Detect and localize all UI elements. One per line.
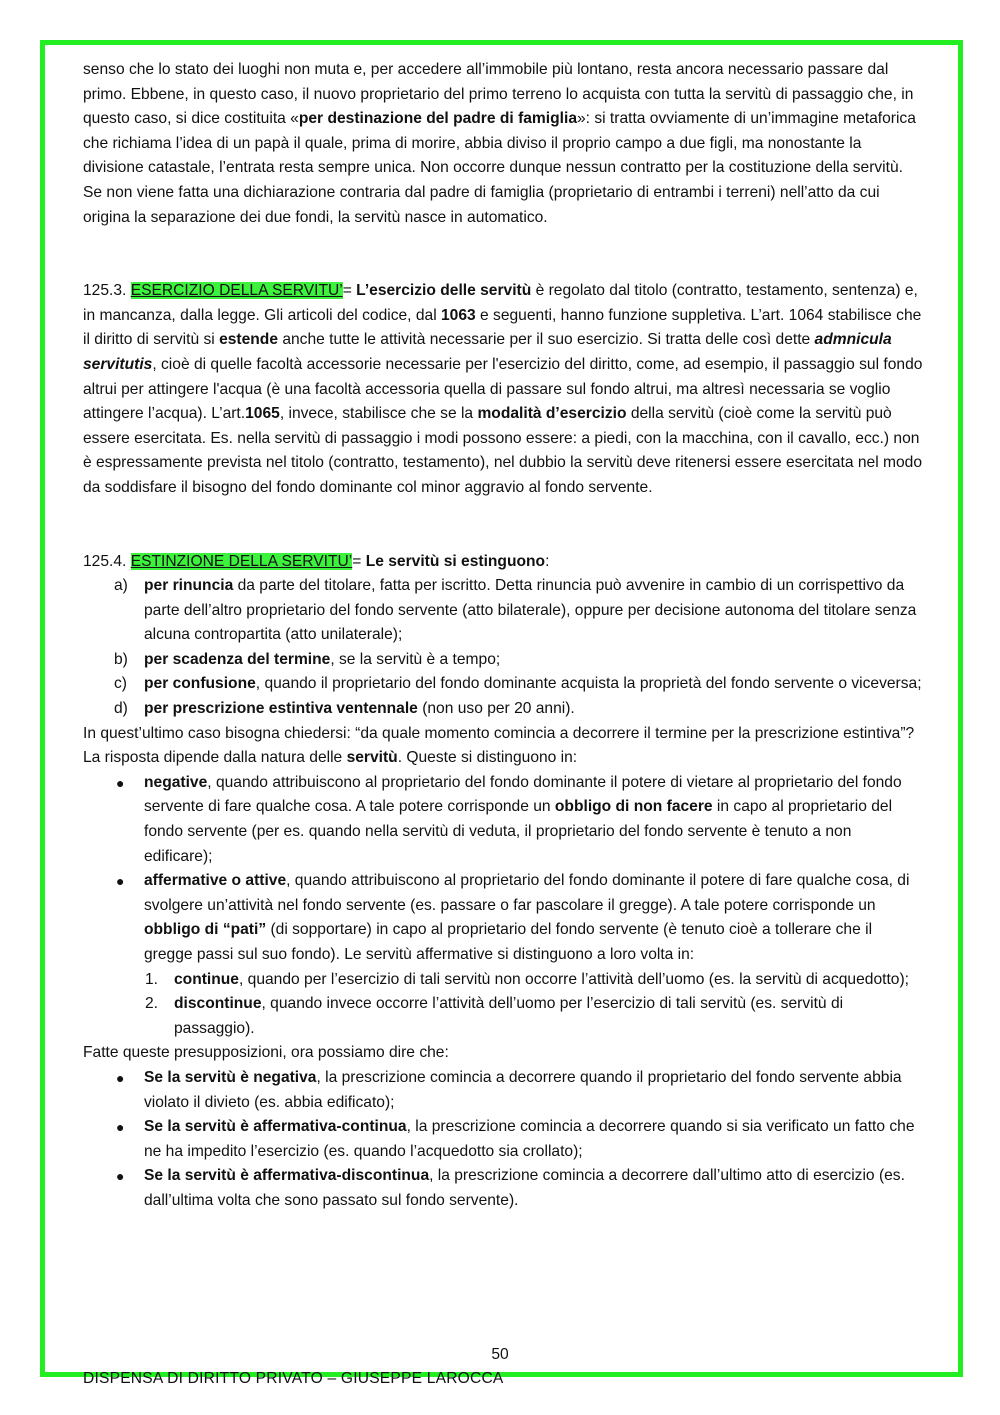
- page-number: 50: [491, 1346, 509, 1363]
- section-125-3: 125.3. ESERCIZIO DELLA SERVITU’= L’esercizio delle servitù è regolato dal titolo (contratto, testamento, sentenza) e, in mancanza, dalla legge. Gli articoli del codice, dal 1063 e seguenti, hanno funzione suppletiva. L’art. 1064 stabilisce che il diritto di servitù si estende anche tutte le attività necessarie per il suo esercizio. Si tratta delle così dette admnicula servitutis, cioè di quelle facoltà accessorie necessarie per l'esercizio del diritto, come, ad esempio, il passaggio sul fondo altrui per attingere l'acqua (è una facoltà accessoria quella di passare sul fondo altrui, ma altresì necessaria se voglio attingere l’acqua). L’art.1065, invece, stabilisce che se la modalità d’esercizio della servitù (cioè come la servitù può essere esercitata. Es. nella servitù di passaggio i modi possono essere: a piedi, con la macchina, con il cavallo, ecc.) non è espressamente prevista nel titolo (contratto, testamento), nel dubbio la servitù deve ritenersi essere esercitata nel modo da soddisfare il bisogno del fondo dominante col minor aggravio al fondo servente.: [83, 282, 923, 496]
- list-item: a) per rinuncia da parte del titolare, fatta per iscritto. Detta rinuncia può avvenire in cambio di un corrispettivo da parte dell’altro proprietario del fondo servente (atto bilaterale), oppure per decisione autonoma del titolare senza alcuna contropartita (atto unilaterale);: [114, 577, 917, 644]
- section-title-estinzione: ESTINZIONE DELLA SERVITU’: [130, 552, 353, 570]
- list-item: b) per scadenza del termine, se la servitù è a tempo;: [114, 650, 501, 668]
- page-content: [83, 58, 923, 1214]
- list-item: d) per prescrizione estintiva ventennale (non uso per 20 anni).: [114, 700, 575, 718]
- list-item: c) per confusione, quando il proprietario del fondo dominante acquista la proprietà del fondo servente o viceversa;: [114, 675, 922, 693]
- bullet-icon: ●: [116, 774, 125, 791]
- prescription-question: In quest’ultimo caso bisogna chiedersi: “da quale momento comincia a decorrere il termine per la prescrizione estintiva”? La risposta dipende dalla natura delle servitù. Queste si distinguono in:: [83, 724, 915, 767]
- section-125-4: 125.4. ESTINZIONE DELLA SERVITU’= Le servitù si estinguono:: [83, 552, 550, 570]
- list-item: 1. continue, quando per l’esercizio di tali servitù non occorre l’attività dell’uomo (es. la servitù di acquedotto);: [145, 970, 909, 988]
- presuppositions-text: Fatte queste presupposizioni, ora possiamo dire che:: [83, 1044, 449, 1062]
- list-item: ● Se la servitù è affermativa-continua, la prescrizione comincia a decorrere quando si sia verificato un fatto che ne ha impedito l’esercizio (es. quando l’acquedotto sia crollato);: [83, 1115, 923, 1164]
- list-item: ● Se la servitù è affermativa-discontinua, la prescrizione comincia a decorrere dall’ultimo atto di esercizio (es. dall’ultima volta che sono passato sul fondo servente).: [83, 1164, 923, 1213]
- bullet-icon: ●: [116, 873, 125, 890]
- footer-text: DISPENSA DI DIRITTO PRIVATO – GIUSEPPE LAROCCA: [83, 1370, 504, 1387]
- bullet-icon: ●: [116, 1069, 125, 1086]
- extinction-list: [83, 574, 923, 722]
- bullet-icon: ●: [116, 1168, 125, 1185]
- intro-paragraph: senso che lo stato dei luoghi non muta e, per accedere all’immobile più lontano, resta ancora necessario passare dal primo. Ebbene, in questo caso, il nuovo proprietario del primo terreno lo acquista con tutta la servitù di passaggio che, in questo caso, si dice costituita «per destinazione del padre di famiglia»: si tratta ovviamente di un’immagine metaforica che richiama l’idea di un papà il quale, prima di morire, abbia diviso il proprio campo a due figli, ma nonostante la divisione catastale, l’entrata resta sempre unica. Non occorre dunque nessun contratto per la costituzione della servitù. Se non viene fatta una dichiarazione contraria dal padre di famiglia (proprietario di entrambi i terreni) nell’atto da cui origina la separazione dei due fondi, la servitù nasce in automatico.: [83, 61, 916, 226]
- bullet-icon: ●: [116, 1119, 125, 1136]
- list-item: ● Se la servitù è negativa, la prescrizione comincia a decorrere quando il proprietario del fondo servente abbia violato il divieto (es. abbia edificato);: [83, 1066, 923, 1115]
- list-item: 2. discontinue, quando invece occorre l’attività dell’uomo per l’esercizio di tali servitù (es. servitù di passaggio).: [145, 995, 844, 1037]
- list-item: ● affermative o attive, quando attribuiscono al proprietario del fondo dominante il potere di fare qualche cosa, di svolgere un’attività nel fondo servente (es. passare o far pascolare il gregge). A tale potere corrisponde un obbligo di “pati” (di sopportare) in capo al proprietario del fondo servente (è tenuto cioè a tollerare che il gregge passi sul suo fondo). Le servitù affermative si distinguono a loro volta in:: [83, 869, 923, 967]
- list-item: ● negative, quando attribuiscono al proprietario del fondo dominante il potere di vietare al proprietario del fondo servente di fare qualche cosa. A tale potere corrisponde un obbligo di non facere in capo al proprietario del fondo servente (per es. quando nella servitù di veduta, il proprietario del fondo servente è tenuto a non edificare);: [83, 771, 923, 869]
- section-title-esercizio: ESERCIZIO DELLA SERVITU’: [130, 282, 343, 300]
